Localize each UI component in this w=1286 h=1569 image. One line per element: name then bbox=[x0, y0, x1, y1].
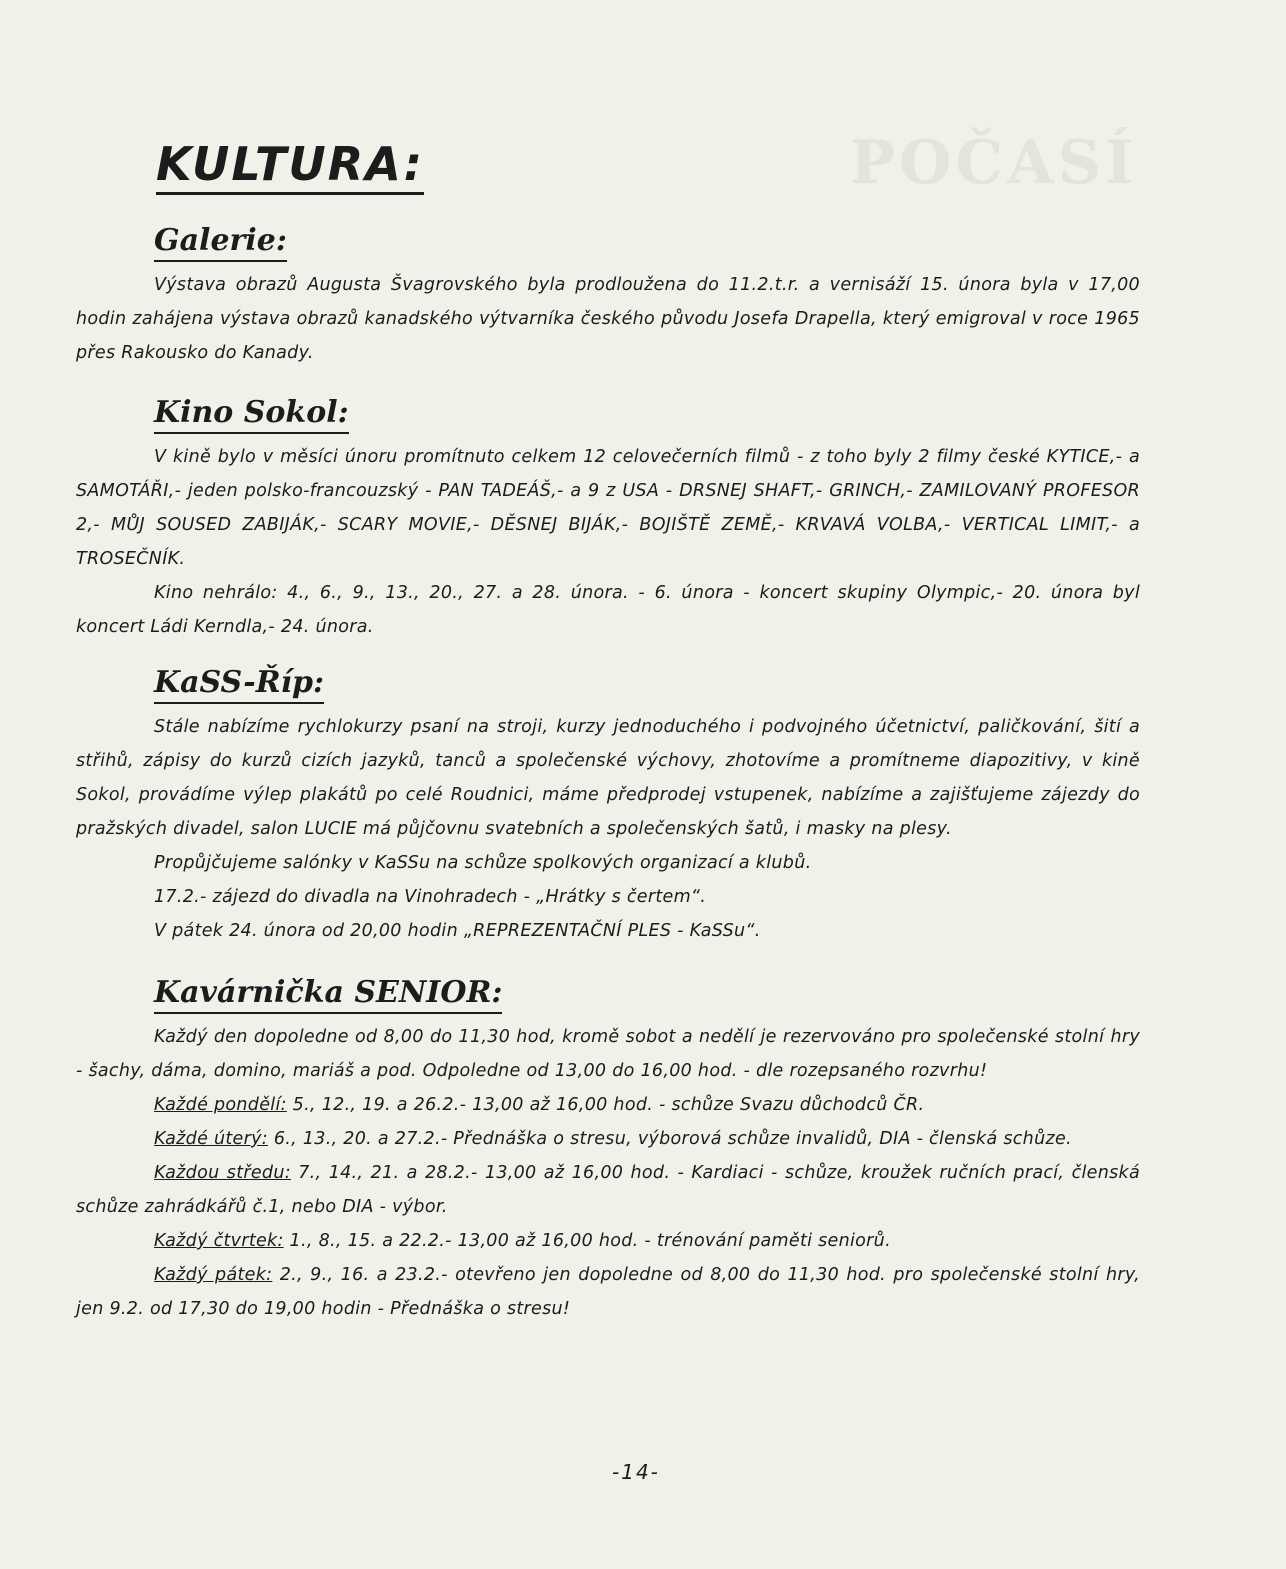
schedule-monday bbox=[76, 1088, 1140, 1122]
heading-kass-rip: KaSS-Říp: bbox=[154, 664, 324, 704]
schedule-tuesday-label: Každé úterý: bbox=[154, 1129, 268, 1149]
kino-paragraph-schedule: Kino nehrálo: 4., 6., 9., 13., 20., 27. a 28. února. - 6. února - koncert skupiny Olympic,- 20. února byl koncert Ládi Kerndla,- 24. února. bbox=[76, 583, 1140, 637]
bleed-through-text: POČASÍ bbox=[850, 128, 1138, 198]
kavarnicka-intro: Každý den dopoledne od 8,00 do 11,30 hod, kromě sobot a nedělí je rezervováno pro společenské stolní hry - šachy, dáma, domino, mariáš a pod. Odpoledne od 13,00 do 16,00 hod. - dle rozepsaného rozvrhu! bbox=[76, 1027, 1140, 1081]
schedule-friday-text: 2., 9., 16. a 23.2.- otevřeno jen dopoledne od 8,00 do 11,30 hod. pro společenské stolní hry, jen 9.2. od 17,30 do 19,00 hodin - Přednáška o stresu! bbox=[76, 1265, 1140, 1319]
schedule-wednesday bbox=[76, 1156, 1140, 1224]
kino-paragraph-films: V kině bylo v měsíci únoru promítnuto celkem 12 celovečerních filmů - z toho byly 2 filmy české KYTICE,- a SAMOTÁŘI,- jeden polsko-francouzský - PAN TADEÁŠ,- a 9 z USA - DRSNEJ SHAFT,- GRINCH,- ZAMILOVANÝ PROFESOR 2,- MŮJ SOUSED ZABIJÁK,- SCARY MOVIE,- DĚSNEJ BIJÁK,- BOJIŠTĚ ZEMĚ,- KRVAVÁ VOLBA,- VERTICAL LIMIT,- a TROSEČNÍK. bbox=[76, 447, 1140, 569]
section-galerie bbox=[76, 222, 1140, 370]
heading-kavarnicka-senior: Kavárnička SENIOR: bbox=[154, 974, 502, 1014]
kass-paragraph-ball: V pátek 24. února od 20,00 hodin „REPREZENTAČNÍ PLES - KaSSu“. bbox=[154, 921, 761, 941]
schedule-tuesday-text: 6., 13., 20. a 27.2.- Přednáška o stresu, výborová schůze invalidů, DIA - členská schůze. bbox=[267, 1129, 1072, 1149]
kass-paragraph-salons: Propůjčujeme salónky v KaSSu na schůze spolkových organizací a klubů. bbox=[154, 853, 812, 873]
heading-kino-sokol: Kino Sokol: bbox=[154, 394, 349, 434]
schedule-friday bbox=[76, 1258, 1140, 1326]
page-number: -14- bbox=[612, 1460, 660, 1484]
kass-paragraph-offers: Stále nabízíme rychlokurzy psaní na stroji, kurzy jednoduchého i podvojného účetnictví, paličkování, šití a střihů, zápisy do kurzů cizích jazyků, tanců a společenské výchovy, zhotovíme a promítneme diapozitivy, v kině Sokol, provádíme výlep plakátů po celé Roudnici, máme předprodej vstupenek, nabízíme a zajišťujeme zájezdy do pražských divadel, salon LUCIE má půjčovnu svatebních a společenských šatů, i masky na plesy. bbox=[76, 717, 1140, 839]
section-kavarnicka-senior bbox=[76, 974, 1140, 1326]
section-kass-rip bbox=[76, 664, 1140, 948]
heading-galerie: Galerie: bbox=[154, 222, 287, 262]
kass-paragraph-trip: 17.2.- zájezd do divadla na Vinohradech - „Hrátky s čertem“. bbox=[154, 887, 707, 907]
schedule-thursday-label: Každý čtvrtek: bbox=[154, 1231, 284, 1251]
schedule-thursday-text: 1., 8., 15. a 22.2.- 13,00 až 16,00 hod. - trénování paměti seniorů. bbox=[283, 1231, 891, 1251]
section-kino-sokol bbox=[76, 394, 1140, 644]
schedule-thursday bbox=[76, 1224, 1140, 1258]
schedule-tuesday bbox=[76, 1122, 1140, 1156]
schedule-wednesday-text: 7., 14., 21. a 28.2.- 13,00 až 16,00 hod. - Kardiaci - schůze, kroužek ručních prací, členská schůze zahrádkářů č.1, nebo DIA - výbor. bbox=[76, 1163, 1141, 1217]
schedule-monday-text: 5., 12., 19. a 26.2.- 13,00 až 16,00 hod. - schůze Svazu důchodců ČR. bbox=[286, 1095, 925, 1115]
schedule-wednesday-label: Každou středu: bbox=[154, 1163, 291, 1183]
schedule-friday-label: Každý pátek: bbox=[154, 1265, 273, 1285]
schedule-monday-label: Každé pondělí: bbox=[154, 1095, 287, 1115]
page-title: KULTURA: bbox=[156, 138, 424, 195]
galerie-text: Výstava obrazů Augusta Švagrovského byla prodloužena do 11.2.t.r. a vernisáží 15. února byla v 17,00 hodin zahájena výstava obrazů kanadského výtvarníka českého původu Josefa Drapella, který emigroval v roce 1965 přes Rakousko do Kanady. bbox=[76, 275, 1140, 363]
